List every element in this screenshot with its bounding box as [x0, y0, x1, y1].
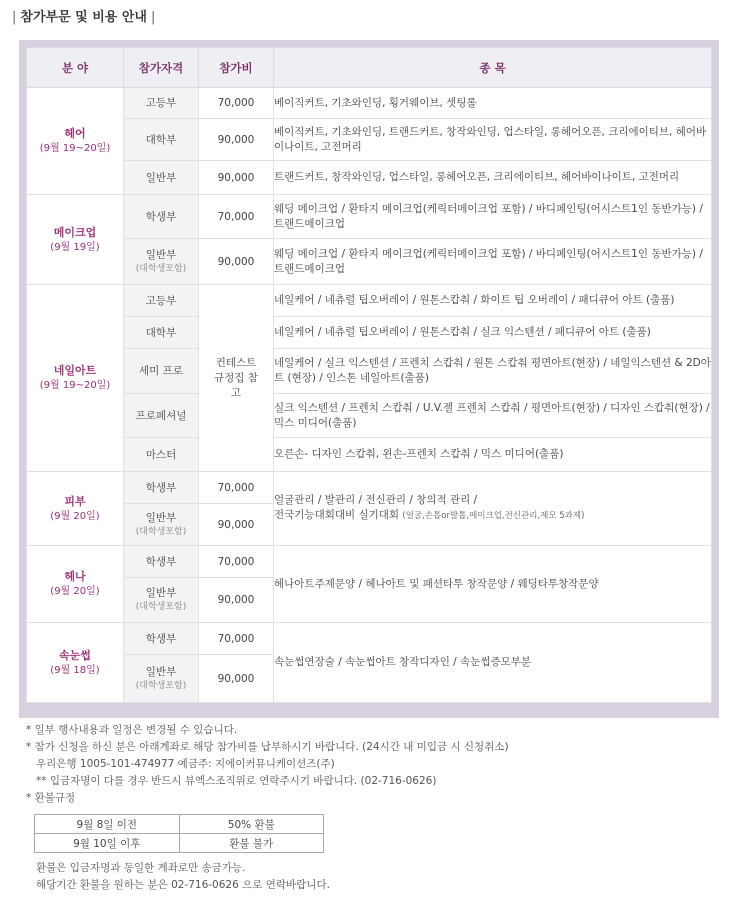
refund-table — [34, 814, 324, 853]
fee-cell: 컨테스트 규정집 참고 — [199, 285, 274, 472]
event-cell: 헤나아트주제문양 / 헤나아트 및 패션타투 창작문양 / 웨딩타투창작문양 — [274, 546, 712, 623]
refund-period: 9월 10일 이후 — [35, 834, 180, 853]
event-cell: 웨딩 메이크업 / 환타지 메이크업(케릭터메이크업 포함) / 바디페인팅(어시스트1인 동반가능) / 트랜드메이크업 — [274, 239, 712, 285]
qual-cell — [124, 239, 199, 285]
header-events: 종 목 — [274, 48, 712, 88]
table-row — [35, 834, 324, 853]
category-skin — [27, 472, 124, 546]
table-row — [27, 161, 712, 195]
category-nail — [27, 285, 124, 472]
category-name: 헤어 — [64, 127, 86, 140]
header-field: 분 야 — [27, 48, 124, 88]
qual-cell: 대학부 — [124, 119, 199, 161]
qual-cell: 학생부 — [124, 195, 199, 239]
note-line: 우리은행 1005-101-474977 예금주: 지에이커뮤니케이션즈(주) — [36, 758, 335, 770]
event-cell: 오른손- 디자인 스캅춰, 왼손-프렌치 스캅춰 / 믹스 미디어(출품) — [274, 438, 712, 472]
table-row — [27, 394, 712, 438]
category-date: (9월 20일) — [50, 510, 100, 522]
category-name: 헤나 — [64, 570, 86, 583]
table-row — [27, 546, 712, 578]
event-cell — [274, 472, 712, 546]
note-line: * 환불규정 — [26, 792, 76, 804]
event-cell: 베이직커트, 기초와인딩, 횡거웨이브, 셋팅롤 — [274, 88, 712, 119]
qual-label: 일반부 — [145, 587, 177, 599]
fee-cell: 70,000 — [199, 623, 274, 655]
qual-sub-label: (대학생포함) — [135, 680, 187, 691]
category-name: 네일아트 — [53, 364, 97, 377]
table-row — [27, 623, 712, 655]
header-fee: 참가비 — [199, 48, 274, 88]
fee-cell: 70,000 — [199, 546, 274, 578]
fee-cell: 90,000 — [199, 161, 274, 195]
footer-line: 해당기간 환불을 원하는 분은 02-716-0626 으로 연락바랍니다. — [36, 879, 330, 891]
qual-cell — [124, 504, 199, 546]
qual-label: 일반부 — [145, 248, 177, 261]
table-row — [27, 349, 712, 394]
header-qualification: 참가자격 — [124, 48, 199, 88]
table-row — [27, 317, 712, 349]
notes — [26, 722, 509, 807]
category-date: (9월 19일) — [50, 241, 100, 253]
qual-cell — [124, 578, 199, 623]
qual-sub-label: (대학생포함) — [135, 263, 187, 274]
table-row — [27, 438, 712, 472]
qual-cell: 대학부 — [124, 317, 199, 349]
event-cell: 네일케어 / 네츄럴 팁오버레이 / 원톤스캅춰 / 화이트 팁 오버레이 / 패디큐어 아트 (출품) — [274, 285, 712, 317]
category-name: 피부 — [64, 494, 86, 508]
fee-cell: 90,000 — [199, 119, 274, 161]
fee-cell: 90,000 — [199, 655, 274, 703]
qual-cell — [124, 655, 199, 703]
category-name: 속눈썹 — [59, 648, 91, 662]
event-text: 얼굴관리 / 발관리 / 전신관리 / 창의적 관리 / — [274, 494, 478, 506]
qual-cell: 고등부 — [124, 88, 199, 119]
footer-notes — [36, 860, 330, 894]
qual-sub-label: (대학생포함) — [135, 526, 187, 537]
refund-period: 9월 8일 이전 — [35, 815, 180, 834]
event-text: 전국기능대회대비 실기대회 — [274, 509, 400, 521]
event-cell: 네일케어 / 네츄럴 팁오버레이 / 원톤스캅춰 / 실크 익스텐션 / 패디큐어 아트 (출품) — [274, 317, 712, 349]
qual-label: 일반부 — [145, 665, 177, 678]
table-row — [27, 472, 712, 504]
qual-sub-label: (대학생포함) — [135, 602, 187, 612]
note-line: ** 입금자명이 다를 경우 반드시 뷰엑스조직위로 연락주시기 바랍니다. (02-716-0626) — [36, 775, 437, 787]
qual-cell: 일반부 — [124, 161, 199, 195]
category-date: (9월 19~20일) — [39, 380, 111, 391]
event-note: (얼굴,손톱or발톱,메이크업,전신관리,제모 5과제) — [402, 511, 585, 521]
table-row — [27, 285, 712, 317]
category-hair — [27, 88, 124, 195]
table-row — [27, 195, 712, 239]
category-eyelash — [27, 623, 124, 703]
qual-cell: 학생부 — [124, 546, 199, 578]
fee-cell: 70,000 — [199, 195, 274, 239]
fee-cell: 90,000 — [199, 504, 274, 546]
fee-cell: 90,000 — [199, 239, 274, 285]
page-title-text: 참가부문 및 비용 안내 — [20, 10, 147, 25]
table-row — [35, 815, 324, 834]
fee-cell: 70,000 — [199, 88, 274, 119]
note-line: * 일부 행사내용과 일정은 변경될 수 있습니다. — [26, 724, 238, 736]
category-date: (9월 20일) — [50, 586, 100, 597]
fee-cell: 70,000 — [199, 472, 274, 504]
table-header-row — [27, 48, 712, 88]
event-cell: 실크 익스텐션 / 프렌치 스캅춰 / U.V.젤 프렌치 스캅춰 / 평면아트(현장) / 디자인 스캅춰(현장) / 믹스 미디어(출품) — [274, 394, 712, 438]
refund-policy: 50% 환불 — [179, 815, 324, 834]
category-makeup — [27, 195, 124, 285]
table-row — [27, 119, 712, 161]
category-name: 메이크업 — [53, 225, 97, 239]
event-cell: 속눈썹연장술 / 속눈썹아트 창작디자인 / 속눈썹증모부분 — [274, 623, 712, 703]
category-date: (9월 19~20일) — [39, 143, 111, 154]
event-cell: 네일케어 / 실크 익스텐션 / 프렌치 스캅춰 / 원톤 스캅춰 평면아트(현장) / 네일익스텐션 & 2D아트 (현장) / 인스톤 네일아트(출품) — [274, 349, 712, 394]
table-row — [27, 239, 712, 285]
qual-cell: 마스터 — [124, 438, 199, 472]
qual-cell: 세미 프로 — [124, 349, 199, 394]
qual-cell: 고등부 — [124, 285, 199, 317]
event-cell: 웨딩 메이크업 / 환타지 메이크업(케릭터메이크업 포함) / 바디페인팅(어시스트1인 동반가능) / 트랜드메이크업 — [274, 195, 712, 239]
event-cell: 트랜드커트, 창작와인딩, 업스타일, 롱헤어오픈, 크리에이티브, 헤어바이나이트, 고전머리 — [274, 161, 712, 195]
qual-label: 일반부 — [145, 511, 177, 524]
table-row — [27, 88, 712, 119]
qual-cell: 프로페셔널 — [124, 394, 199, 438]
note-line: * 참가 신청을 하신 분은 아래계좌로 해당 참가비를 납부하시기 바랍니다. (24시간 내 미입금 시 신청취소) — [26, 741, 509, 753]
page-title: | 참가부문 및 비용 안내 | — [12, 10, 156, 25]
fee-table — [26, 47, 712, 703]
qual-cell: 학생부 — [124, 472, 199, 504]
qual-cell: 학생부 — [124, 623, 199, 655]
refund-policy: 환불 불가 — [179, 834, 324, 853]
category-henna — [27, 546, 124, 623]
footer-line: 환불은 입금자명과 동일한 계좌로만 송금가능. — [36, 862, 246, 874]
category-date: (9월 18일) — [50, 664, 100, 676]
event-cell: 베이직커트, 기초와인딩, 트랜드커트, 창작와인딩, 업스타일, 롱헤어오픈, 크리에이티브, 헤어바이나이트, 고전머리 — [274, 119, 712, 161]
fee-cell: 90,000 — [199, 578, 274, 623]
